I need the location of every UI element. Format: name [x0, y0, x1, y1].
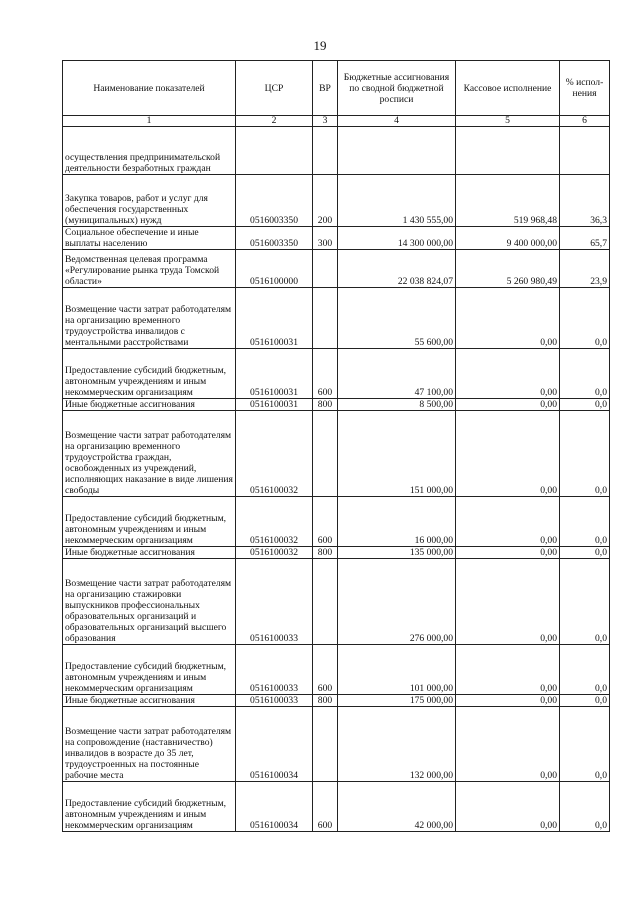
row-csr-code: 0516100031: [236, 349, 313, 399]
row-name: Предоставление субсидий бюджетным, автономным учреждениям и иным некоммерческим организациям: [63, 349, 236, 399]
row-name: Возмещение части затрат работодателям на организацию временного трудоустройства граждан, освобожденных из учреждений, исполняющих наказание в виде лишения свободы: [63, 411, 236, 497]
row-cash-execution: 0,00: [456, 559, 560, 645]
row-execution-percent: 23,9: [560, 250, 610, 288]
row-execution-percent: 0,0: [560, 349, 610, 399]
table-row: [63, 288, 610, 349]
header-allocations: Бюджетные ассигнования по сводной бюджетной росписи: [338, 61, 456, 116]
row-cash-execution: [456, 127, 560, 175]
row-cash-execution: 0,00: [456, 782, 560, 832]
row-csr-code: 0516100032: [236, 547, 313, 559]
row-execution-percent: 65,7: [560, 227, 610, 250]
row-allocation: 22 038 824,07: [338, 250, 456, 288]
row-vr-code: 200: [313, 175, 338, 227]
table-row: [63, 250, 610, 288]
row-cash-execution: 519 968,48: [456, 175, 560, 227]
header-name: Наименование показателей: [63, 61, 236, 116]
row-vr-code: [313, 707, 338, 782]
row-csr-code: [236, 127, 313, 175]
column-number: 4: [338, 116, 456, 127]
row-cash-execution: 0,00: [456, 411, 560, 497]
row-allocation: 16 000,00: [338, 497, 456, 547]
row-allocation: 101 000,00: [338, 645, 456, 695]
table-row: [63, 175, 610, 227]
row-vr-code: 800: [313, 695, 338, 707]
row-vr-code: 800: [313, 399, 338, 411]
table-header-row: [63, 61, 610, 116]
row-allocation: 135 000,00: [338, 547, 456, 559]
row-execution-percent: [560, 127, 610, 175]
table-row: [63, 695, 610, 707]
row-allocation: 47 100,00: [338, 349, 456, 399]
row-execution-percent: 0,0: [560, 399, 610, 411]
row-cash-execution: 0,00: [456, 288, 560, 349]
row-execution-percent: 0,0: [560, 695, 610, 707]
column-number: 2: [236, 116, 313, 127]
row-allocation: 42 000,00: [338, 782, 456, 832]
row-csr-code: 0516100033: [236, 695, 313, 707]
row-execution-percent: 0,0: [560, 645, 610, 695]
row-allocation: [338, 127, 456, 175]
row-cash-execution: 5 260 980,49: [456, 250, 560, 288]
table-row: [63, 411, 610, 497]
table-row: [63, 547, 610, 559]
row-execution-percent: 0,0: [560, 288, 610, 349]
row-name: Предоставление субсидий бюджетным, автономным учреждениям и иным некоммерческим организациям: [63, 782, 236, 832]
row-csr-code: 0516100031: [236, 288, 313, 349]
row-allocation: 276 000,00: [338, 559, 456, 645]
row-name: осуществления предпринимательской деятельности безработных граждан: [63, 127, 236, 175]
header-csr: ЦСР: [236, 61, 313, 116]
row-cash-execution: 9 400 000,00: [456, 227, 560, 250]
row-csr-code: 0516100032: [236, 411, 313, 497]
row-cash-execution: 0,00: [456, 547, 560, 559]
row-vr-code: 600: [313, 349, 338, 399]
column-number: 1: [63, 116, 236, 127]
row-csr-code: 0516100033: [236, 645, 313, 695]
table-row: [63, 349, 610, 399]
header-cash-execution: Кассовое исполнение: [456, 61, 560, 116]
row-vr-code: [313, 250, 338, 288]
row-allocation: 151 000,00: [338, 411, 456, 497]
budget-table: [62, 60, 610, 832]
row-allocation: 8 500,00: [338, 399, 456, 411]
row-execution-percent: 0,0: [560, 707, 610, 782]
row-vr-code: 600: [313, 782, 338, 832]
row-name: Предоставление субсидий бюджетным, автономным учреждениям и иным некоммерческим организациям: [63, 645, 236, 695]
row-name: Возмещение части затрат работодателям на организацию временного трудоустройства инвалидов с ментальными расстройствами: [63, 288, 236, 349]
column-number: 3: [313, 116, 338, 127]
column-number: 6: [560, 116, 610, 127]
row-allocation: 1 430 555,00: [338, 175, 456, 227]
table-row: [63, 707, 610, 782]
row-execution-percent: 0,0: [560, 547, 610, 559]
row-vr-code: 300: [313, 227, 338, 250]
row-name: Возмещение части затрат работодателям на сопровождение (наставничество) инвалидов в возрасте до 35 лет, трудоустроенных на постоянные рабочие места: [63, 707, 236, 782]
column-number: 5: [456, 116, 560, 127]
row-allocation: 175 000,00: [338, 695, 456, 707]
table-row: [63, 399, 610, 411]
row-cash-execution: 0,00: [456, 349, 560, 399]
row-execution-percent: 36,3: [560, 175, 610, 227]
row-execution-percent: 0,0: [560, 411, 610, 497]
row-name: Ведомственная целевая программа «Регулирование рынка труда Томской области»: [63, 250, 236, 288]
header-vr: ВР: [313, 61, 338, 116]
row-csr-code: 0516100031: [236, 399, 313, 411]
row-vr-code: [313, 288, 338, 349]
table-row: [63, 645, 610, 695]
page-number: 19: [313, 38, 327, 53]
table-row: [63, 559, 610, 645]
row-vr-code: 600: [313, 497, 338, 547]
row-name: Иные бюджетные ассигнования: [63, 399, 236, 411]
row-name: Закупка товаров, работ и услуг для обеспечения государственных (муниципальных) нужд: [63, 175, 236, 227]
row-name: Предоставление субсидий бюджетным, автономным учреждениям и иным некоммерческим организациям: [63, 497, 236, 547]
row-csr-code: 0516003350: [236, 175, 313, 227]
row-execution-percent: 0,0: [560, 782, 610, 832]
row-csr-code: 0516100032: [236, 497, 313, 547]
row-csr-code: 0516003350: [236, 227, 313, 250]
row-csr-code: 0516100000: [236, 250, 313, 288]
row-vr-code: [313, 127, 338, 175]
table-row: [63, 227, 610, 250]
row-allocation: 14 300 000,00: [338, 227, 456, 250]
row-vr-code: 600: [313, 645, 338, 695]
row-vr-code: [313, 411, 338, 497]
row-name: Возмещение части затрат работодателям на организацию стажировки выпускников профессиональных образовательных организаций и образовательных организаций высшего образования: [63, 559, 236, 645]
row-cash-execution: 0,00: [456, 707, 560, 782]
table-row: [63, 497, 610, 547]
table-column-numbers-row: [63, 116, 610, 127]
row-cash-execution: 0,00: [456, 645, 560, 695]
row-cash-execution: 0,00: [456, 695, 560, 707]
table-row: [63, 127, 610, 175]
row-csr-code: 0516100034: [236, 782, 313, 832]
table-body: [63, 127, 610, 832]
row-allocation: 55 600,00: [338, 288, 456, 349]
row-name: Социальное обеспечение и иные выплаты населению: [63, 227, 236, 250]
row-cash-execution: 0,00: [456, 497, 560, 547]
table-row: [63, 782, 610, 832]
row-csr-code: 0516100033: [236, 559, 313, 645]
header-execution-percent: % испол-нения: [560, 61, 610, 116]
row-name: Иные бюджетные ассигнования: [63, 695, 236, 707]
row-allocation: 132 000,00: [338, 707, 456, 782]
row-vr-code: 800: [313, 547, 338, 559]
row-vr-code: [313, 559, 338, 645]
row-cash-execution: 0,00: [456, 399, 560, 411]
row-name: Иные бюджетные ассигнования: [63, 547, 236, 559]
row-execution-percent: 0,0: [560, 559, 610, 645]
row-csr-code: 0516100034: [236, 707, 313, 782]
row-execution-percent: 0,0: [560, 497, 610, 547]
